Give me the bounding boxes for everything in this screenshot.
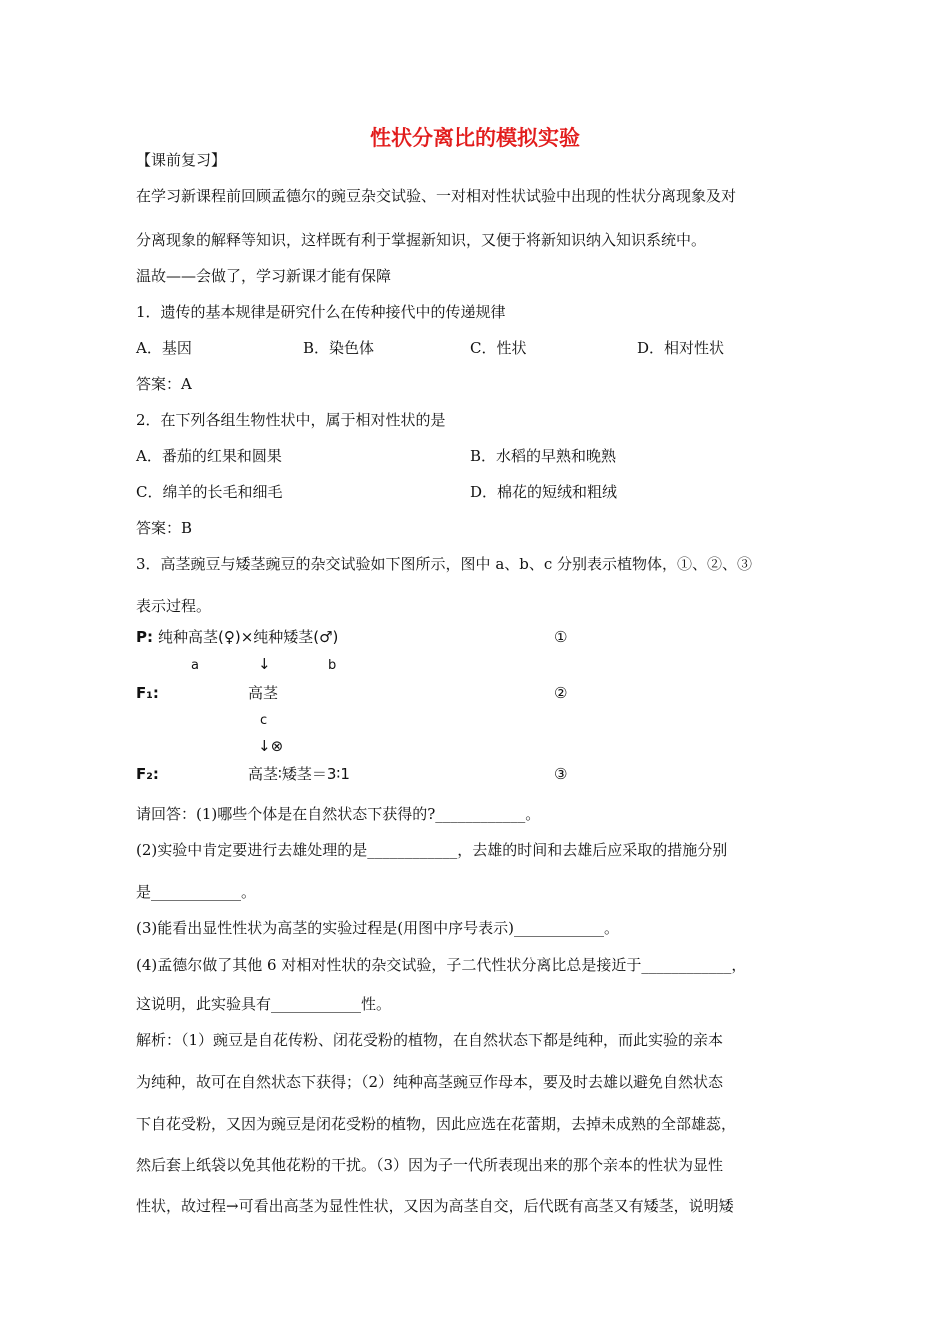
q1-option-b: B．染色体 <box>303 339 375 357</box>
q1-stem: 1．遗传的基本规律是研究什么在传种接代中的传递规律 <box>136 303 506 321</box>
q3-question-2-cont: 是____________。 <box>136 883 257 901</box>
diagram-label-a: a <box>191 658 199 673</box>
diagram-arrow-1: ↓ <box>258 655 271 673</box>
q1-option-a: A．基因 <box>136 339 192 357</box>
diagram-arrow-selfing: ↓⊗ <box>258 737 284 755</box>
analysis-line-2: 为纯种，故可在自然状态下获得；（2）纯种高茎豌豆作母本，要及时去雄以避免自然状态 <box>136 1073 724 1091</box>
diagram-step-2: ② <box>554 684 568 702</box>
diagram-label-b: b <box>328 658 337 673</box>
diagram-f1-label: F₁: <box>136 684 159 702</box>
q3-stem-line-2: 表示过程。 <box>136 597 212 615</box>
q2-option-d: D．棉花的短绒和粗绒 <box>470 483 618 501</box>
diagram-p-cross: 纯种高茎(♀)×纯种矮茎(♂) <box>158 628 339 646</box>
diagram-f2-value: 高茎∶矮茎＝3∶1 <box>248 765 350 783</box>
q1-answer: 答案：A <box>136 375 192 393</box>
diagram-label-c: c <box>260 713 268 728</box>
analysis-line-1: 解析：（1）豌豆是自花传粉、闭花受粉的植物，在自然状态下都是纯种，而此实验的亲本 <box>136 1031 724 1049</box>
q2-stem: 2．在下列各组生物性状中，属于相对性状的是 <box>136 411 446 429</box>
intro-line-2: 分离现象的解释等知识，这样既有利于掌握新知识，又便于将新知识纳入知识系统中。 <box>136 231 707 249</box>
q3-question-2: (2)实验中肯定要进行去雄处理的是____________，去雄的时间和去雄后应采取的措施分别 <box>136 841 728 859</box>
analysis-line-4: 然后套上纸袋以免其他花粉的干扰。（3）因为子一代所表现出来的那个亲本的性状为显性 <box>136 1156 724 1174</box>
diagram-f1-value: 高茎 <box>248 684 279 702</box>
q1-option-d: D．相对性状 <box>637 339 725 357</box>
diagram-p-label: P: <box>136 628 153 646</box>
q3-question-3: (3)能看出显性性状为高茎的实验过程是(用图中序号表示)____________。 <box>136 919 619 937</box>
q3-stem-line-1: 3．高茎豌豆与矮茎豌豆的杂交试验如下图所示，图中 a、b、c 分别表示植物体，①、②、③ <box>136 555 753 573</box>
q2-option-b: B．水稻的早熟和晚熟 <box>470 447 617 465</box>
q2-option-c: C．绵羊的长毛和细毛 <box>136 483 283 501</box>
q3-question-4: (4)孟德尔做了其他 6 对相对性状的杂交试验，子二代性状分离比总是接近于____________， <box>136 956 747 974</box>
diagram-step-1: ① <box>554 628 568 646</box>
q2-answer: 答案：B <box>136 519 193 537</box>
review-note: 温故——会做了，学习新课才能有保障 <box>136 267 392 285</box>
analysis-line-5: 性状，故过程→可看出高茎为显性性状，又因为高茎自交，后代既有高茎又有矮茎，说明矮 <box>136 1197 734 1215</box>
page-title: 性状分离比的模拟实验 <box>370 126 580 150</box>
q1-option-c: C．性状 <box>470 339 527 357</box>
diagram-step-3: ③ <box>554 765 568 783</box>
analysis-line-3: 下自花受粉，又因为豌豆是闭花受粉的植物，因此应选在花蕾期，去掉未成熟的全部雄蕊， <box>136 1115 737 1133</box>
intro-line-1: 在学习新课程前回顾孟德尔的豌豆杂交试验、一对相对性状试验中出现的性状分离现象及对 <box>136 187 737 205</box>
q3-question-1: 请回答：(1)哪些个体是在自然状态下获得的?____________。 <box>136 805 541 823</box>
q2-option-a: A．番茄的红果和圆果 <box>136 447 282 465</box>
q3-question-4-cont: 这说明，此实验具有____________性。 <box>136 995 392 1013</box>
diagram-f2-label: F₂: <box>136 765 159 783</box>
review-heading: 【课前复习】 <box>136 151 227 169</box>
